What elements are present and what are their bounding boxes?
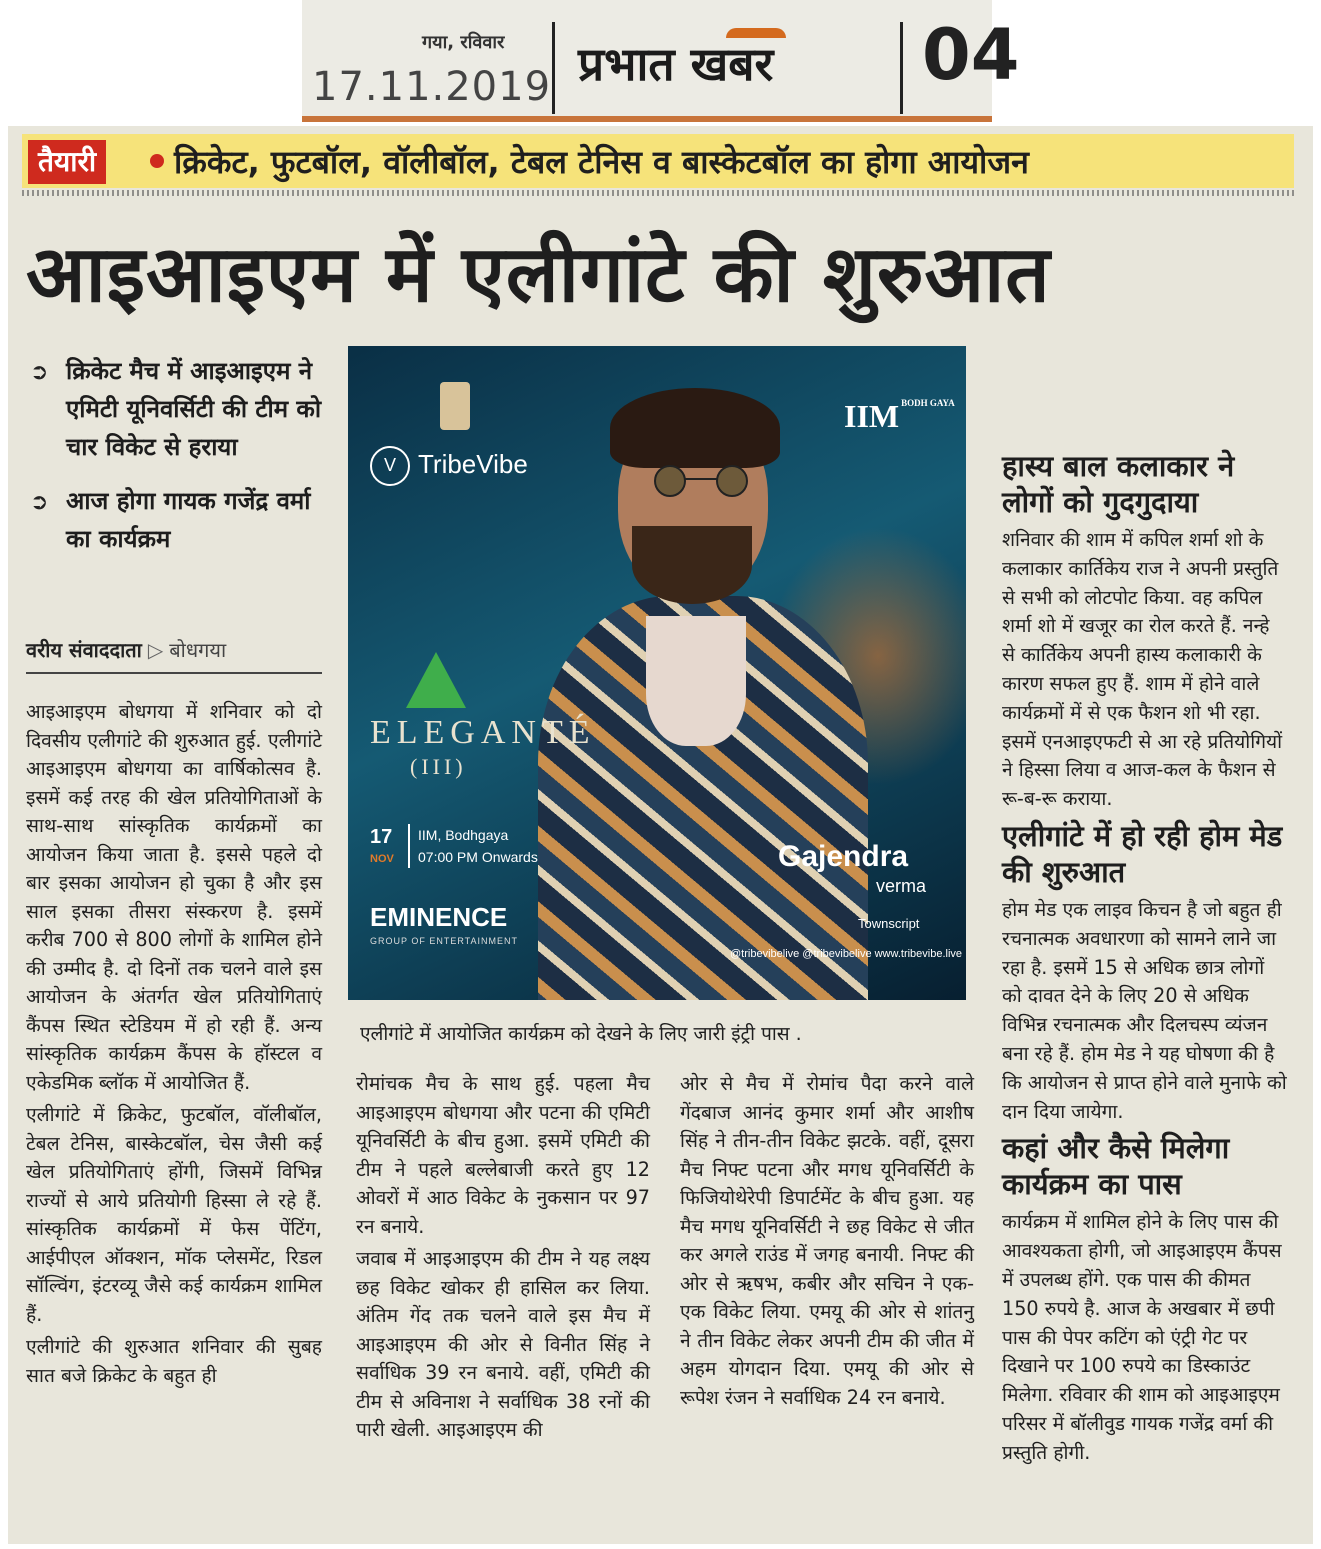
byline-author: वरीय संवाददाता xyxy=(26,638,142,662)
tribevibe-logo: V TribeVibe xyxy=(370,446,528,486)
headline: आइआइएम में एलीगांटे की शुरुआत xyxy=(26,230,1051,320)
page-number: 04 xyxy=(922,14,1020,96)
masthead-rule xyxy=(302,116,992,122)
byline xyxy=(26,636,322,663)
event-edition: (III) xyxy=(410,754,467,779)
decorative-rule xyxy=(22,190,1294,196)
byline-place: बोधगया xyxy=(169,638,227,662)
sidebar-column xyxy=(1002,444,1288,1472)
event-date: 17 NOV xyxy=(370,826,394,865)
artist-last-name: verma xyxy=(876,876,927,896)
sidebar-heading: हास्य बाल कलाकार ने लोगों को गुदगुदाया xyxy=(1002,449,1235,519)
arrow-icon: ➲ xyxy=(30,360,49,385)
publication-date: 17.11.2019 xyxy=(312,64,552,110)
highlight-text: आज होगा गायक गजेंद्र वर्मा का कार्यक्रम xyxy=(66,487,311,553)
artist-first-name: Gajendra xyxy=(778,840,909,873)
highlight-item xyxy=(30,482,330,558)
paragraph: आइआइएम बोधगया में शनिवार को दो दिवसीय एलीगांटे की शुरुआत हुई. एलीगांटे आइआइएम बोधगया का वार्षिकोत्सव है. इसमें कई तरह की खेल प्रतियोगिताओं के साथ-साथ सांस्कृतिक कार्यक्रमों का आयोजन किया जाता है. इससे पहले दो बार इसका आयोजन हो चुका है और इस साल इसका तीसरा संस्करण है. इसमें करीब 700 से 800 लोगों के शामिल होने की उम्मीद है. दो दिनों तक चलने वाले इस आयोजन के अंतर्गत खेल प्रतियोगिताएं कैंपस स्थित स्टेडियम में हो रही हैं. अन्य सांस्कृतिक कार्यक्रम कैंपस के हॉस्टल व एकेडमिक ब्लॉक में आयोजित हैं. xyxy=(26,700,322,1094)
divider xyxy=(900,22,903,114)
sunglasses-icon xyxy=(646,464,756,498)
paragraph: होम मेड एक लाइव किचन है जो बहुत ही रचनात्मक अवधारणा को सामने लाने जा रहा है. इसमें 15 से अधिक छात्र लोगों को दावत देने के लिए 20 से अधिक विभिन्न रचनात्मक और दिलचस्प व्यंजन बना रहे हैं. होम मेड ने यह घोषणा की है कि आयोजन से प्राप्त होने वाले मुनाफे को दान दिया जायेगा. xyxy=(1002,897,1287,1123)
highlight-item xyxy=(30,352,330,466)
place-day: गया, रविवार xyxy=(422,32,505,53)
organiser-sub: GROUP OF ENTERTAINMENT xyxy=(370,936,519,946)
paragraph: एलीगांटे की शुरुआत शनिवार की सुबह सात बजे क्रिकेट के बहुत ही xyxy=(26,1335,322,1387)
tribevibe-icon: V xyxy=(370,446,410,486)
masthead xyxy=(302,0,1020,122)
kicker-bar xyxy=(22,134,1294,188)
article-column-2 xyxy=(356,1070,650,1449)
bullet-icon xyxy=(150,154,164,168)
photo-caption: एलीगांटे में आयोजित कार्यक्रम को देखने के लिए जारी इंट्री पास . xyxy=(360,1023,802,1045)
partner-logo: Townscript xyxy=(858,916,920,931)
paragraph: शनिवार की शाम में कपिल शर्मा शो के कलाकार कार्तिकेय राज ने अपनी प्रस्तुति से सभी को लोटपोट किया. वह कपिल शर्मा शो में खजूर का रोल करते हैं. नन्हे से कार्तिकेय अपनी हास्य कलाकारी के कारण सफल हुए हैं. शाम में होने वाले कार्यक्रमों में से एक फैशन शो भी रहा. इसमें एनआइएफटी से आ रहे प्रतियोगियों ने हिस्सा लिया व आज-कल के फैशन से रू-ब-रू कराया. xyxy=(1002,528,1283,811)
organiser-logo: EMINENCE xyxy=(370,902,508,932)
crest-logo xyxy=(440,382,470,430)
paragraph: ओर से मैच में रोमांच पैदा करने वाले गेंदबाज आनंद कुमार शर्मा और आशीष सिंह ने तीन-तीन विकेट झटके. वहीं, दूसरा मैच निफ्ट पटना और मगध यूनिवर्सिटी के फिजियोथेरेपी डिपार्टमेंट के बीच हुआ. यह मैच मगध यूनिवर्सिटी ने छह विकेट से जीत कर अगले राउंड में जगह बनायी. निफ्ट की ओर से ऋषभ, कबीर और सचिन ने एक-एक विकेट लिया. एमयू की ओर से शांतनु ने तीन विकेट लेकर अपनी टीम की जीत में अहम योगदान दिया. एमयू की ओर से रूपेश रंजन ने सर्वाधिक 24 रन बनाये. xyxy=(680,1072,974,1409)
kicker-tag: तैयारी xyxy=(28,140,106,184)
divider xyxy=(26,672,322,674)
paragraph: जवाब में आइआइएम की टीम ने यह लक्ष्य छह विकेट खोकर ही हासिल कर लिया. अंतिम गेंद तक चलने वाले इस मैच में आइआइएम की ओर से विनीत सिंह ने सर्वाधिक 39 रन बनाये. वहीं, एमिटी की टीम से अविनाश ने सर्वाधिक 38 रनों की पारी खेली. आइआइएम की xyxy=(356,1247,650,1441)
arrow-icon: ➲ xyxy=(30,490,49,515)
triangle-icon: ▷ xyxy=(147,638,164,662)
news-clipping xyxy=(8,126,1313,1544)
sidebar-heading: कहां और कैसे मिलेगा कार्यक्रम का पास xyxy=(1002,1131,1230,1202)
highlight-text: क्रिकेट मैच में आइआइएम ने एमिटी यूनिवर्सिटी की टीम को चार विकेट से हराया xyxy=(66,357,322,461)
paragraph: कार्यक्रम में शामिल होने के लिए पास की आवश्यकता होगी, जो आइआइएम कैंपस में उपलब्ध होंगे. एक पास की कीमत 150 रुपये है. आज के अखबार में छपी पास की पेपर कटिंग को एंट्री गेट पर दिखाने पर 100 रुपये का डिस्काउंट मिलेगा. रविवार की शाम को आइआइएम परिसर में बॉलीवुड गायक गजेंद्र वर्मा की प्रस्तुति होगी. xyxy=(1002,1210,1282,1464)
event-venue: IIM, Bodhgaya 07:00 PM Onwards xyxy=(408,824,538,868)
divider xyxy=(552,22,555,114)
poster-beard xyxy=(632,526,752,604)
paragraph: एलीगांटे में क्रिकेट, फुटबॉल, वॉलीबॉल, टेबल टेनिस, बास्केटबॉल, चेस जैसी कई खेल प्रतियोगिताएं होंगी, जिसमें विभिन्न राज्यों से आये प्रतियोगी हिस्सा ले रहे हैं. सांस्कृतिक कार्यक्रमों में फेस पेंटिंग, आईपीएल ऑक्शन, मॉक प्लेसमेंट, रिडल सॉल्विंग, इंटरव्यू जैसे कई कार्यक्रम शामिल हैं. xyxy=(26,1103,322,1326)
poster-hair xyxy=(610,388,780,468)
article-column-3 xyxy=(680,1070,974,1416)
event-poster xyxy=(348,346,966,1000)
poster-tee xyxy=(646,616,746,746)
paragraph: रोमांचक मैच के साथ हुई. पहला मैच आइआइएम बोधगया और पटना की एमिटी यूनिवर्सिटी के बीच हुआ. इसमें एमिटी की टीम ने पहले बल्लेबाजी करते हुए 12 ओवरों में आठ विकेट के नुकसान पर 97 रन बनाये. xyxy=(356,1072,650,1238)
sidebar-heading: एलीगांटे में हो रही होम मेड की शुरुआत xyxy=(1002,818,1283,889)
newspaper-logo: प्रभात खबर xyxy=(578,37,774,91)
social-handles: @tribevibelive @tribevibelive www.tribevibe.live xyxy=(730,948,963,960)
iim-logo: IIM $^{BODH GAYA}$ xyxy=(844,398,955,434)
highlights xyxy=(30,352,330,574)
triangle-logo xyxy=(406,652,466,708)
kicker-text: क्रिकेट, फुटबॉल, वॉलीबॉल, टेबल टेनिस व बास्केटबॉल का होगा आयोजन xyxy=(174,143,1029,181)
article-column-1 xyxy=(26,698,322,1394)
event-title: ELEGANTÉ xyxy=(370,714,596,751)
